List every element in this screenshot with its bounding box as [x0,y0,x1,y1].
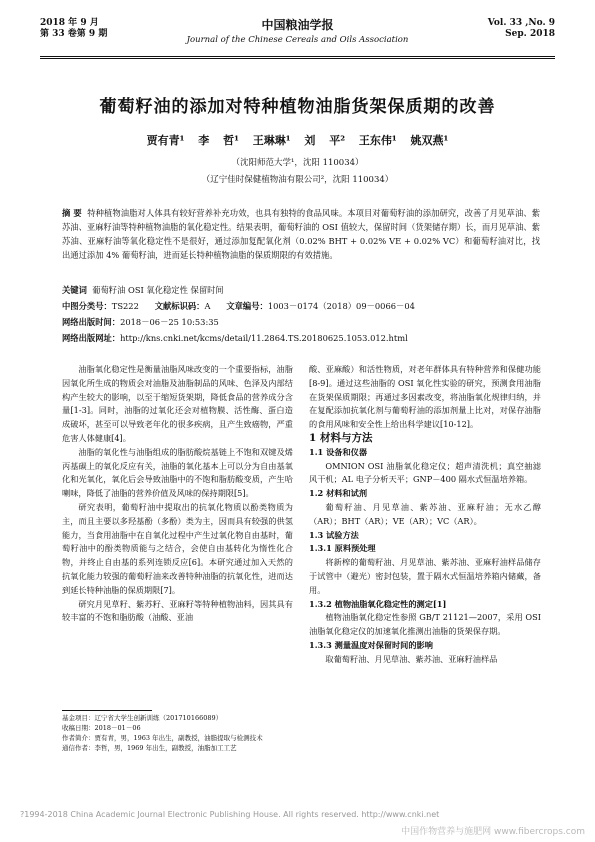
subsection-heading: 1.1 设备和仪器 [309,446,368,457]
body-paragraph: 将新榨的葡萄籽油、月见草油、紫苏油、亚麻籽油样品储存于试管中（避光）密封包装，置于隔水式恒温培养箱内储藏，备用。 [309,557,541,595]
left-column [62,363,293,625]
online-url [62,331,540,345]
copyright-footer: ?1994-2018 China Academic Journal Electronic Publishing House. All rights reserved. http://www.cnki.net [20,810,440,819]
affiliation-2: （辽宁佳时保健植物油有限公司²，沈阳 110034） [201,175,394,185]
header-rule [40,56,555,57]
online-time-value: 2018－06－25 10:53:35 [120,317,219,327]
issue-info-en [488,18,555,40]
subsubsection-heading: 1.3.2 植物油脂氧化稳定性的测定[1] [309,598,447,609]
doc-code-label: 文献标识码： [154,301,205,311]
paper-title: 葡萄籽油的添加对特种植物油脂货架保质期的改善 [99,97,496,117]
body-paragraph: 酸、亚麻酸）和活性物质，对老年群体具有特种营养和保健功能[8-9]。通过这些油脂的 OSI 氧化性实验的研究，预测食用油脂在货架保质期限；再通过多因素改变，将油脂氧化规律归纳，并在复配添加抗氧化剂与葡萄籽油的添加剂量上比对，对保存油脂的食用风味和安全性上给出科学建议[10-12]。 [309,364,541,430]
body-paragraph: 葡萄籽油、月见草油、紫苏油、亚麻籽油；无水乙醇（AR）；BHT（AR）；VE（AR）；VC（AR）。 [309,501,541,526]
section-heading: 1 材料与方法 [309,431,373,444]
footnotes [62,713,293,753]
clc-label: 中图分类号： [62,301,112,311]
author-list: 贾有青¹ 李 哲¹ 王琳琳¹ 刘 平² 王东伟¹ 姚双燕¹ [146,134,449,147]
subsubsection-heading: 1.3.3 测量温度对保留时间的影响 [309,639,433,650]
body-paragraph: OMNION OSI 油脂氧化稳定仪；超声清洗机；真空抽滤风干机；AL 电子分析天平；GNP－400 隔水式恒温培养箱。 [309,460,541,485]
issue-date-cn: 2018 年 9 月 [40,18,99,28]
right-column [309,363,541,667]
watermark: 中国作物营养与施肥网 www.fibercrops.com [401,827,585,837]
subsubsection-heading: 1.3.1 原料预处理 [309,543,376,554]
keywords-label: 关键词 [62,285,87,295]
abstract-label: 摘 要 [62,208,82,218]
article-no-label: 文章编号： [226,301,268,311]
body-paragraph: 植物油脂氧化稳定性参照 GB/T 21121—2007，采用 OSI 油脂氧化稳定仪的加速氧化推测出油脂的货架保存期。 [309,612,541,637]
footnote-funding: 基金项目：辽宁省大学生创新训练（201710166089） [62,714,223,722]
online-url-label: 网络出版网址： [62,333,121,343]
article-no-value: 1003－0174（2018）09－0066－04 [267,301,415,311]
header-rule-second [40,58,555,59]
doc-code-value: A [204,301,211,311]
keywords-text: 葡萄籽油 OSI 氧化稳定性 保留时间 [92,285,224,295]
abstract-text: 特种植物油脂对人体具有较好营养补充功效，也具有独特的食品风味。本项目对葡萄籽油的添加研究，改善了月见草油、紫苏油、亚麻籽油等特种植物油脂的氧化稳定性。结果表明，葡萄籽油的 OSI 值较大，保留时间（货架储存期）长，而月见草油、紫苏油、亚麻籽油等氧化稳定性不是很好，通过添加复配氧化剂（0.02% BHT + 0.02% VE + 0.02% VC）和葡萄籽油对比，找出通过添加 4% 葡萄籽油，进而延长特种植物油脂的保质期限的有效措施。 [62,208,541,260]
body-paragraph: 油脂的氧化性与油脂组成的脂肪酸烷基链上不饱和双键及烯丙基碳上的氧化反应有关，油脂的氧化基本上可以分为自由基氧化和光氧化，氧化后会导致油脂中的不饱和脂肪酸变质，产生哈喇味，降低了油脂的营养价值及风味的保持期限[5]。 [62,446,293,499]
body-paragraph: 研究月见草籽、紫苏籽、亚麻籽等特种植物油料，因其具有较丰富的不饱和脂肪酸（油酸、亚油 [62,598,293,623]
journal-name-en: Journal of the Chinese Cereals and Oils Association [186,35,409,45]
subsection-heading: 1.2 材料和试剂 [309,488,368,499]
keywords [62,283,540,297]
online-time-label: 网络出版时间： [62,317,121,327]
issue-volume-cn: 第 33 卷第 9 期 [40,29,108,39]
date-en: Sep. 2018 [505,29,555,39]
footnote-corresponding: 通信作者：李哲，男，1969 年出生，副教授，油脂加工工艺 [62,744,237,752]
footnote-author: 作者简介：贾有青，男，1963 年出生，副教授，油脂提取与检测技术 [62,734,263,742]
footnote-rule [62,710,152,711]
clc-value: TS222 [111,301,139,311]
online-time [62,315,540,329]
body-paragraph: 研究表明，葡萄籽油中提取出的抗氧化物质以酚类物质为主，而且主要以多羟基酚（多酚）类为主，因而具有较强的供氢能力，当食用油脂中在自氧化过程中产生过氧化物自由基时，葡萄籽油中的酚类物质能与之结合，会使自由基转化为惰性化合物，并终止自由基的系列连锁反应[6]。本研究通过加入天然的抗氧化能力较强的葡萄籽油来改善特种油脂的抗氧化性，进而达到延长特种油脂的保质期限[7]。 [62,501,293,595]
journal-name-cn: 中国粮油学报 [261,18,334,32]
footnote-received: 收稿日期：2018－01－06 [62,724,141,732]
body-paragraph: 取葡萄籽油、月见草油、紫苏油、亚麻籽油样品 [325,653,498,664]
abstract [62,206,540,262]
classification-line [62,299,540,313]
subsection-heading: 1.3 试验方法 [309,529,359,540]
online-url-link[interactable]: http://kns.cnki.net/kcms/detail/11.2864.TS.20180625.1053.012.html [120,333,408,343]
affiliation-1: （沈阳师范大学¹，沈阳 110034） [231,158,364,168]
body-paragraph: 油脂氧化稳定性是衡量油脂风味改变的一个重要指标，油脂因氧化所生成的物质会对油脂及油脂制品的风味、色泽及内部结构产生较大的影响，以至于缩短货架期，降低食品的营养成分含量[1-3]。同时，油脂的过氧化还会对植物膜、活性酶、蛋白造成破坏，甚至可以导致老年化的很多疾病，且产生致癌物，严重危害人体健康[4]。 [62,364,293,443]
volume-en: Vol. 33 ,No. 9 [487,18,555,28]
